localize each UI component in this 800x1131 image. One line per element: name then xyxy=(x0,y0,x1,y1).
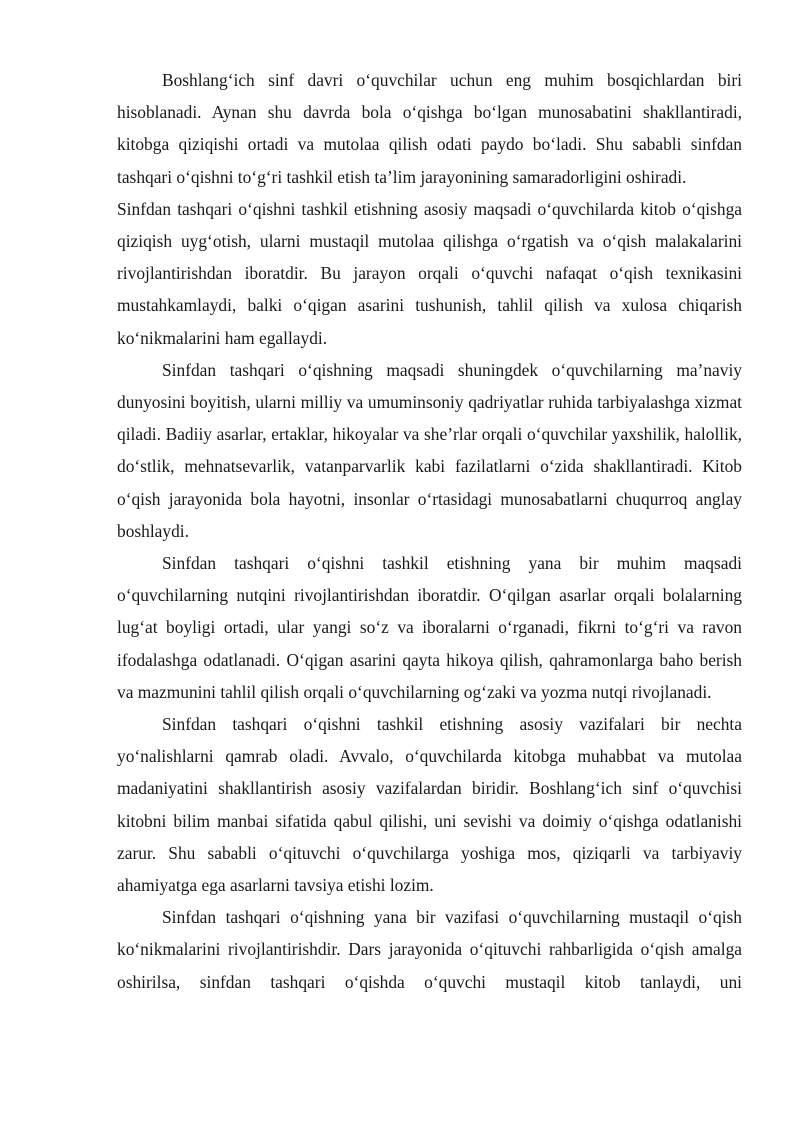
paragraph-1: Boshlang‘ich sinf davri o‘quvchilar uchun eng muhim bosqichlardan biri hisoblanadi. Aynan shu davrda bola o‘qishga bo‘lgan munosabatini shakllantiradi, kitobga qiziqishi ortadi va mutolaa qilish odati paydo bo‘ladi. Shu sababli sinfdan tashqari o‘qishni to‘g‘ri tashkil etish ta’lim jarayonining samaradorligini oshiradi. xyxy=(117,70,742,187)
paragraph-3: Sinfdan tashqari o‘qishning maqsadi shuningdek o‘quvchilarning ma’naviy dunyosini boyitish, ularni milliy va umuminsoniy qadriyatlar ruhida tarbiyalashga xizmat qiladi. Badiiy asarlar, ertaklar, hikoyalar va she’rlar orqali o‘quvchilar yaxshilik, halollik, do‘stlik, mehnatsevarlik, vatanparvarlik kabi fazilatlarni o‘zida shakllantiradi. Kitob o‘qish jarayonida bola hayotni, insonlar o‘rtasidagi munosabatlarni chuqurroq anglay boshlaydi. xyxy=(117,359,742,541)
paragraph-4: Sinfdan tashqari o‘qishni tashkil etishning yana bir muhim maqsadi o‘quvchilarning nutqini rivojlantirishdan iboratdir. O‘qilgan asarlar orqali bolalarning lug‘at boyligi ortadi, ular yangi so‘z va iboralarni o‘rganadi, fikrni to‘g‘ri va ravon ifodalashga odatlanadi. O‘qigan asarini qayta hikoya qilish, qahramonlarga baho berish va mazmunini tahlil qilish orqali o‘quvchilarning og‘zaki va yozma nutqi rivojlanadi. xyxy=(117,553,742,702)
document-page xyxy=(117,64,742,998)
paragraph-2: Sinfdan tashqari o‘qishni tashkil etishning asosiy maqsadi o‘quvchilarda kitob o‘qishga qiziqish uyg‘otish, ularni mustaqil mutolaa qilishga o‘rgatish va o‘qish malakalarini rivojlantirishdan iboratdir. Bu jarayon orqali o‘quvchi nafaqat o‘qish texnikasini mustahkamlaydi, balki o‘qigan asarini tushunish, tahlil qilish va xulosa chiqarish ko‘nikmalarini ham egallaydi. xyxy=(117,198,742,348)
paragraph-5: Sinfdan tashqari o‘qishni tashkil etishning asosiy vazifalari bir nechta yo‘nalishlarni qamrab oladi. Avvalo, o‘quvchilarda kitobga muhabbat va mutolaa madaniyatini shakllantirish asosiy vazifalardan biridir. Boshlang‘ich sinf o‘quvchisi kitobni bilim manbai sifatida qabul qilishi, uni sevishi va doimiy o‘qishga odatlanishi zarur. Shu sababli o‘qituvchi o‘quvchilarga yoshiga mos, qiziqarli va tarbiyaviy ahamiyatga ega asarlarni tavsiya etishi lozim. xyxy=(117,714,742,896)
paragraph-6: Sinfdan tashqari o‘qishning yana bir vazifasi o‘quvchilarning mustaqil o‘qish ko‘nikmalarini rivojlantirishdir. Dars jarayonida o‘qituvchi rahbarligida o‘qish amalga oshirilsa, sinfdan tashqari o‘qishda o‘quvchi mustaqil kitob tanlaydi, uni xyxy=(117,907,742,992)
